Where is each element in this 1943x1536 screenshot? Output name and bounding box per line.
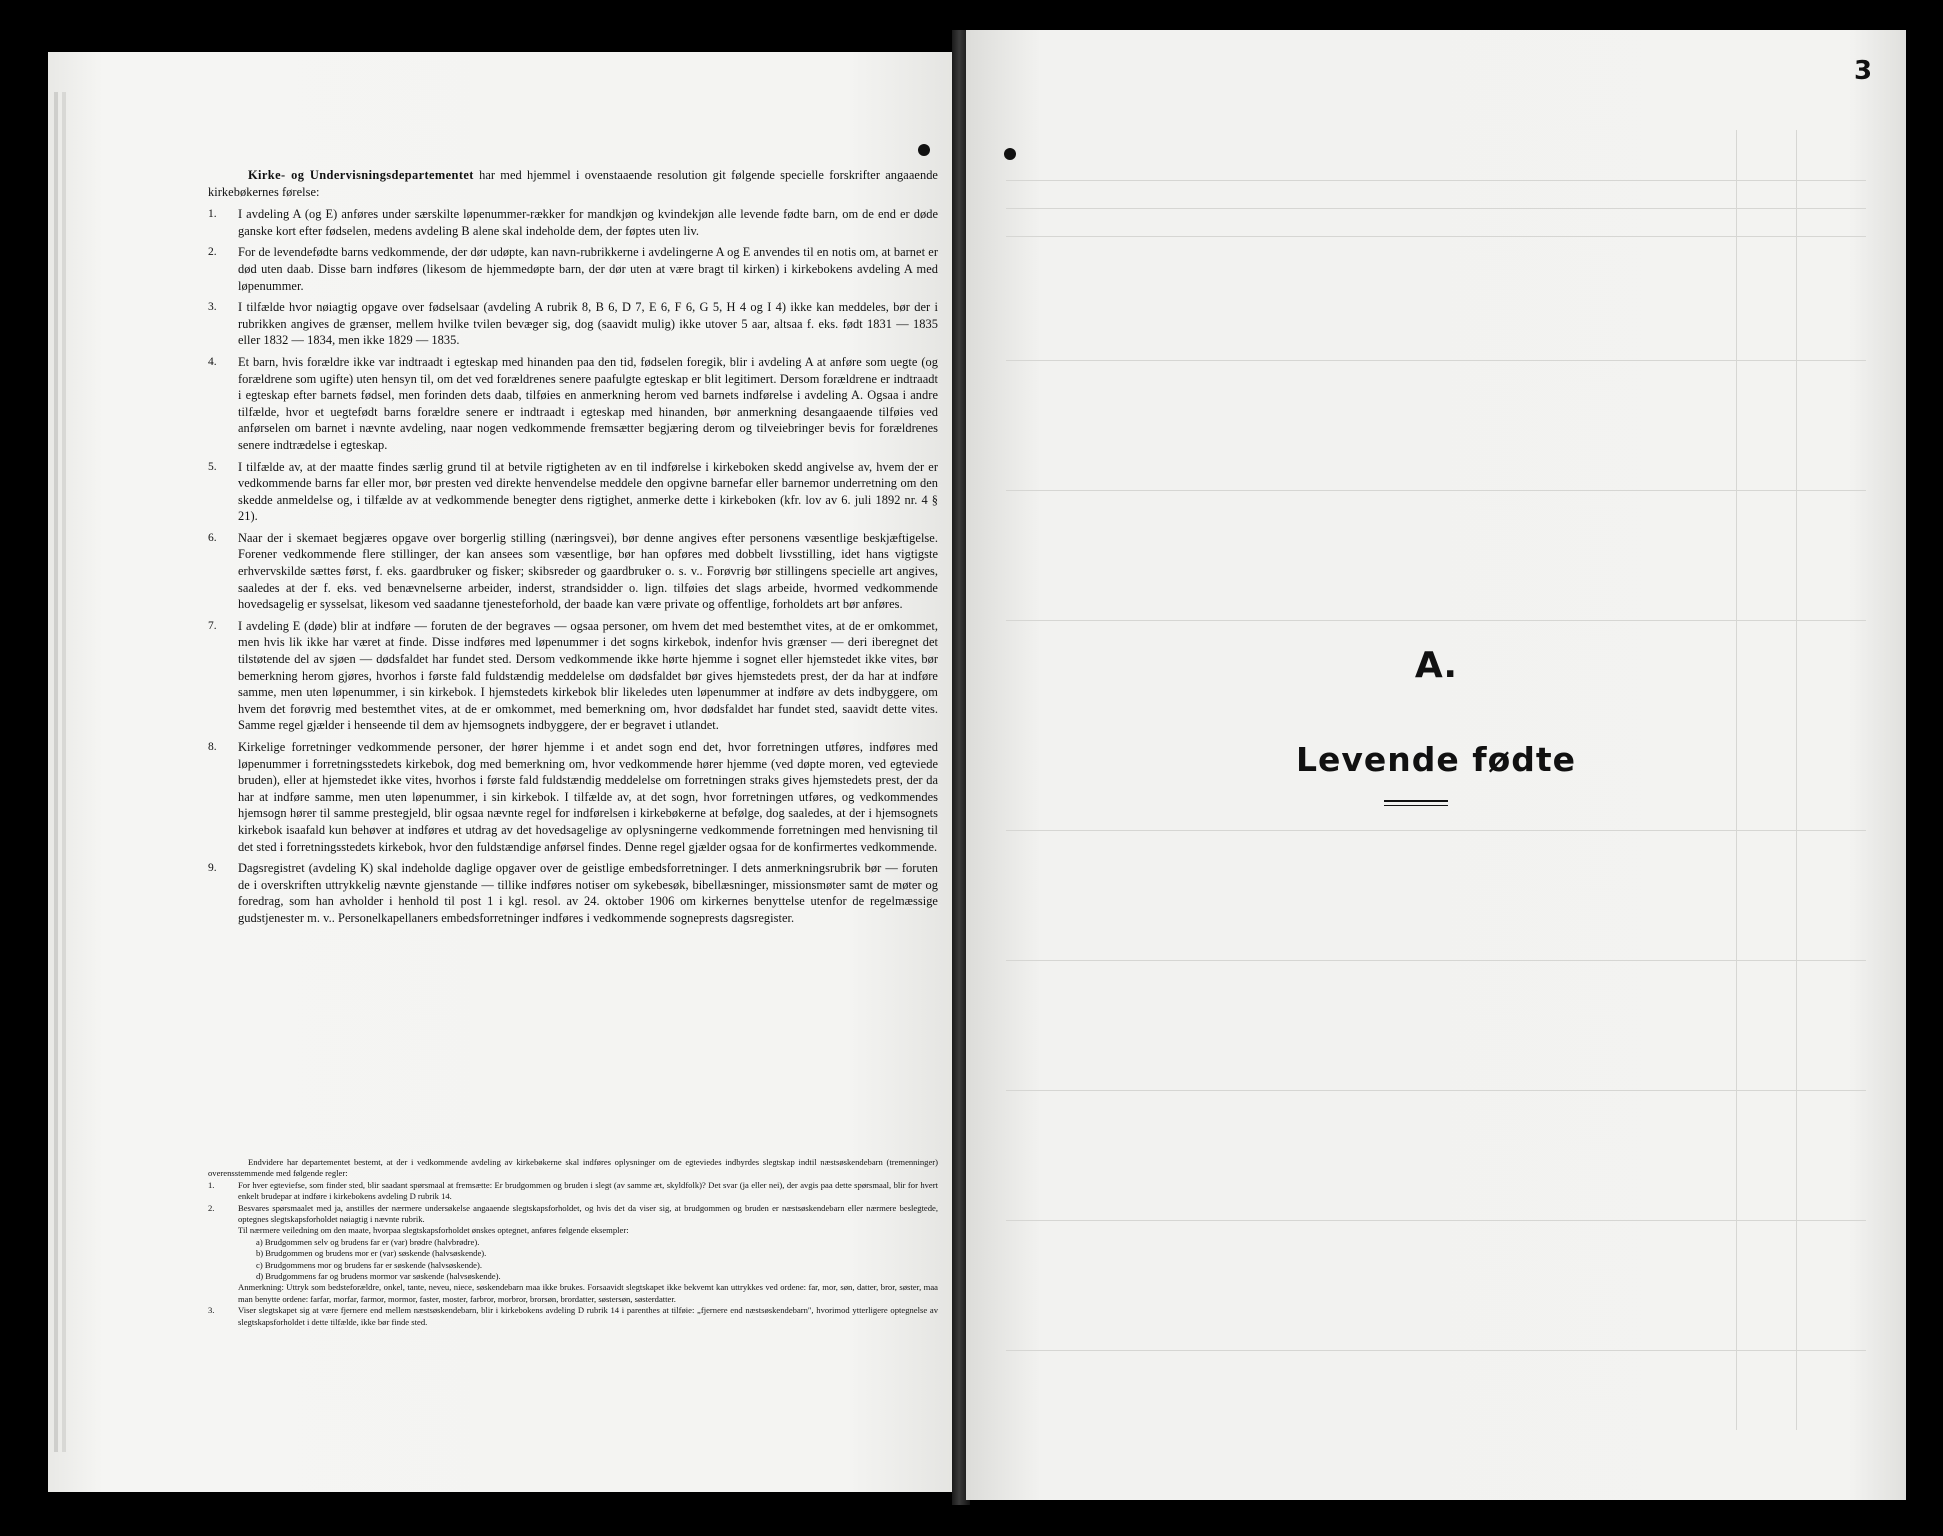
- page-edge: [54, 92, 58, 1452]
- regulation-item: [208, 299, 938, 349]
- footnote-example: a) Brudgommen selv og brudens far er (var) brødre (halvbrødre).: [256, 1236, 480, 1247]
- bleed-through-line: [1006, 620, 1866, 621]
- regulations-list: [208, 206, 938, 926]
- regulation-item: [208, 244, 938, 294]
- intro-department: Kirke- og Undervisningsdepartementet: [248, 168, 474, 182]
- regulation-item: [208, 354, 938, 454]
- bleed-through-line: [1006, 1090, 1866, 1091]
- item-number: 2.: [208, 246, 217, 259]
- item-number: 1.: [208, 208, 217, 221]
- regulation-item: [208, 206, 938, 239]
- item-number: 8.: [208, 741, 217, 753]
- item-number: 5.: [208, 460, 217, 473]
- footnote-number: 1.: [208, 1179, 215, 1190]
- footnote-intro: Endvidere har departementet bestemt, at der i vedkommende avdeling av kirkebøkerne skal indføres oplysninger om de egteviedes indbyrdes slegtskap indtil næstsøskendebarn (tremenninger) overensstemmende med følgende regler:: [208, 1157, 938, 1179]
- regulation-item: [208, 459, 938, 525]
- bleed-through-line: [1006, 236, 1866, 237]
- footnote-text: Besvares spørsmaalet med ja, anstilles der nærmere undersøkelse angaaende slegtskapsforholdet, og hvis det da viser sig, at brudgommen og bruden er næstsøskendebarn eller nærmere beslegtede, optegnes slegtskapsforholdet nøiagtig i nævnte rubrik.: [238, 1202, 938, 1225]
- item-text: For de levendefødte barns vedkommende, der dør udøpte, kan navn-rubrikkerne i avdelingerne A og E anvendes til en notis om, at barnet er død uten daab. Disse barn indføres (likesom de hjemmedøpte barn, der dør uten at være bragt til kirken) i kirkebokens avdeling A med løpenummer.: [238, 245, 938, 293]
- footnote-text: For hver egteviefse, som finder sted, blir saadant spørsmaal at fremsætte: Er brudgommen og bruden i slegt (av samme æt, skyldfolk)? Det svar (ja eller nei), der avgis paa dette spørsmaal, blir for hvert enkelt brudepar at indføre i kirkebokens avdeling D rubrik 14.: [238, 1179, 938, 1202]
- footnote-note: Anmerkning: Uttryk som bedsteforældre, onkel, tante, neveu, niece, søskendebarn maa ikke brukes. Forsaavidt slegtskapet ikke bekvemt kan uttrykkes ved ordene: far, mor, søn, datter, bror, søster, maa man benytte ordene: farfar, morfar, farmor, mormor, faster, moster, farbror, morbror, brorsøn, brordatter, søstersøn, søsterdatter.: [238, 1282, 938, 1304]
- item-text: Et barn, hvis forældre ikke var indtraadt i egteskap med hinanden paa den tid, fødselen foregik, blir i avdeling A at anføre som uegte (og forældrene som ugifte) uten hensyn til, om det ved forældrenes senere paafulgte egteskap er blit legitimert. Dersom forældrene er indtraadt i egteskap efter barnets fødsel, men forinden dets daab, tilføies en anmerkning herom ved barnets indførelse i avdeling A. Ogsaa i andre tilfælde, hvor et uegtefødt barns forældre senere er indtraadt i egteskap med hinanden, bør anmerkning desangaaende tilføies ved anførselen om barnet i nævnte avdeling, naar nogen vedkommende fremsætter begjæring derom og tilveiebringer bevis for forældrenes senere indtrædelse i egteskap.: [238, 354, 938, 452]
- regulations-text: [208, 167, 938, 932]
- page-number: 3: [1854, 56, 1873, 86]
- footnote-text: Viser slegtskapet sig at være fjernere end mellem næstsøskendebarn, blir i kirkebokens avdeling D rubrik 14 i parenthes at tilføie: „fjernere end næstsøskendebarn", hvorimod ytterligere optegnelse av slegtskapsforholdet i dette tilfælde, ikke bør finde sted.: [238, 1305, 938, 1327]
- bleed-through-line: [1736, 130, 1737, 1430]
- regulation-item: [208, 860, 938, 926]
- item-text: I tilfælde hvor nøiagtig opgave over fødselsaar (avdeling A rubrik 8, B 6, D 7, E 6, F 6, G 5, H 4 og I 4) ikke kan meddeles, bør der i rubrikken angives de grænser, mellem hvilke tvilen bevæger sig, dog (saavidt mulig) ikke utover 5 aar, altsaa f. eks. født 1831 — 1835 eller 1832 — 1834, men ikke 1829 — 1835.: [238, 300, 938, 348]
- footnote-item: [208, 1305, 938, 1328]
- item-text: I tilfælde av, at der maatte findes særlig grund til at betvile rigtigheten av en til indførelse i kirkeboken skedd angivelse av, hvem der er vedkommende barns far eller mor, bør presten ved direkte henvendelse meddele den opgivne barnefar eller barnemor underretning om den skedde anmeldelse og, i tilfælde av at vedkommende benegter dens rigtighet, anmerke dette i kirkeboken (kfr. lov av 6. juli 1892 nr. 4 § 21).: [238, 459, 938, 524]
- item-text: Dagsregistret (avdeling K) skal indeholde daglige opgaver over de geistlige embedsforretninger. I dets anmerkningsrubrik bør — foruten de i overskriften uttrykkelig nævnte gjenstande — tillike indføres notiser om sykebesøk, bibellæsninger, missionsmøter samt de møter og foredrag, som han avholder i henhold til post 1 i kgl. resol. av 24. oktober 1906 om kirkernes benyttelse utenfor de regelmæssige gudstjenester m. v.. Personelkapellaners embedsforretninger indføres i vedkommende sogneprests dagsregister.: [238, 861, 938, 925]
- regulation-item: [208, 739, 938, 855]
- regulations-intro: [208, 167, 938, 200]
- section-title: Levende fødte: [1295, 740, 1577, 779]
- left-page: [48, 52, 958, 1492]
- footnote-example: b) Brudgommen og brudens mor er (var) søskende (halvsøskende).: [256, 1248, 487, 1259]
- item-number: 4.: [208, 355, 217, 368]
- item-text: Naar der i skemaet begjæres opgave over borgerlig stilling (næringsvei), bør denne angives efter personens væsentlige beskjæftigelse. Forener vedkommende flere stillinger, der kan ansees som væsentlige, bør han opføres med dobbelt livsstilling, idet hans vigtigste erhvervskilde sættes først, f. eks. gaardbruker og fisker; skibsreder og gaardbruker o. s. v.. Forøvrig bør stillingens specielle art angives, saaledes at der f. eks. ved benævnelserne arbeider, inderst, strandsidder o. lign. tilføies det slags arbeide, hvormed vedkommende hovedsagelig er sysselsat, likesom ved saadanne tjenesteforhold, der baade kan være private og offentlige, forholdets art bør anføres.: [238, 530, 938, 612]
- footnote-item: [208, 1180, 938, 1203]
- footnote-number: 3.: [208, 1305, 215, 1316]
- regulation-item: [208, 618, 938, 734]
- bleed-through-line: [1006, 1220, 1866, 1221]
- bleed-through-line: [1006, 490, 1866, 491]
- bleed-through-line: [1006, 360, 1866, 361]
- bleed-through-line: [1796, 130, 1797, 1430]
- regulation-item: [208, 530, 938, 613]
- right-page: [966, 30, 1906, 1500]
- item-number: 7.: [208, 619, 217, 632]
- item-number: 6.: [208, 531, 217, 544]
- item-text: Kirkelige forretninger vedkommende personer, der hører hjemme i et andet sogn end det, hvor forretningen utføres, indføres med løpenummer i forretningsstedets kirkebok, dog med bemerkning om, hvor vedkommende hører hjemme (ved døpte moren, ved egteviede bruden), eller at hjemstedet ikke vites, hvorhos i første fald fuldstændig meddelelse om forretningen straks gives hjemstedets prest, der da har at indføre samme, men uten løpenummer, i sin kirkebok. I tilfælde av, at det sogn, hvor forretningen utføres, og vedkommendes hjemsogn hører til samme prestegjeld, blir ogsaa nævnte regel for indførelsen i kirkebøkerne at befølge, dog saaledes, at der i hjemsognets kirkebok isaafald kun behøver at indføres et utdrag av det hovedsagelige av oplysningerne vedkommende forretningen med henvisning til det sted i forretningsstedets kirkebok, hvor den fuldstændige anførsel findes. Denne regel gjælder ogsaa for de konfirmertes vedkommende.: [238, 740, 938, 854]
- bleed-through-line: [1006, 830, 1866, 831]
- footnote-text: Til nærmere veiledning om den maate, hvorpaa slegtskapsforholdet ønskes optegnet, anføres følgende eksempler:: [238, 1225, 629, 1236]
- punch-hole-icon: [1004, 148, 1016, 160]
- item-number: 3.: [208, 301, 217, 314]
- title-underline: [1384, 805, 1448, 806]
- kinship-footnote: [208, 1157, 938, 1328]
- footnote-example: c) Brudgommens mor og brudens far er søskende (halvsøskende).: [256, 1259, 483, 1270]
- bleed-through-line: [1006, 960, 1866, 961]
- item-number: 9.: [208, 862, 217, 875]
- section-letter: A.: [1414, 645, 1458, 686]
- item-text: I avdeling E (døde) blir at indføre — foruten de der begraves — ogsaa personer, om hvem det med bestemthet vites, at de er omkommet, men hvis lik ikke har været at finde. Disse indføres med løpenummer i det sogns kirkebok, indenfor hvis grænser — deri iberegnet det tilstøtende del av sjøen — dødsfaldet har fundet sted. Dersom vedkommende ikke hørte hjemme i sognet eller hjemstedet ikke vites, bør bemerkning herom gjøres, hvorhos i første fald fuldstændig meddelelse om dødsfaldet bør gives hjemstedets prest, der da har at indføre samme, men uten løpenummer, i sin kirkebok. I hjemstedets kirkebok blir likeledes uten løpenummer at indføre av dets indbyggere, om hvem det forøvrig med bestemthet vites, at de er omkommet, med bemerkning om, hvor dødsfaldet har fundet sted, saavidt dette vites. Samme regel gjælder i henseende til dem av hjemsognets indbyggere, der er begravet i utlandet.: [238, 618, 938, 733]
- title-underline: [1384, 800, 1448, 802]
- page-edge: [62, 92, 66, 1452]
- bleed-through-line: [1006, 180, 1866, 181]
- footnote-item: [208, 1203, 938, 1226]
- footnote-example: d) Brudgommens far og brudens mormor var søskende (halvsøskende).: [256, 1271, 501, 1282]
- punch-hole-icon: [918, 144, 930, 156]
- intro-text: har med hjemmel i ovenstaaende resolution git følgende specielle forskrifter angaaende kirkebøkernes førelse:: [208, 168, 938, 199]
- item-text: I avdeling A (og E) anføres under særskilte løpenummer-rækker for mandkjøn og kvindekjøn alle levende fødte barn, om de end er døde ganske kort efter fødselen, medens avdeling B alene skal indeholde dem, der føptes uten liv.: [238, 207, 938, 238]
- footnote-number: 2.: [208, 1202, 215, 1213]
- bleed-through-line: [1006, 1350, 1866, 1351]
- bleed-through-line: [1006, 208, 1866, 209]
